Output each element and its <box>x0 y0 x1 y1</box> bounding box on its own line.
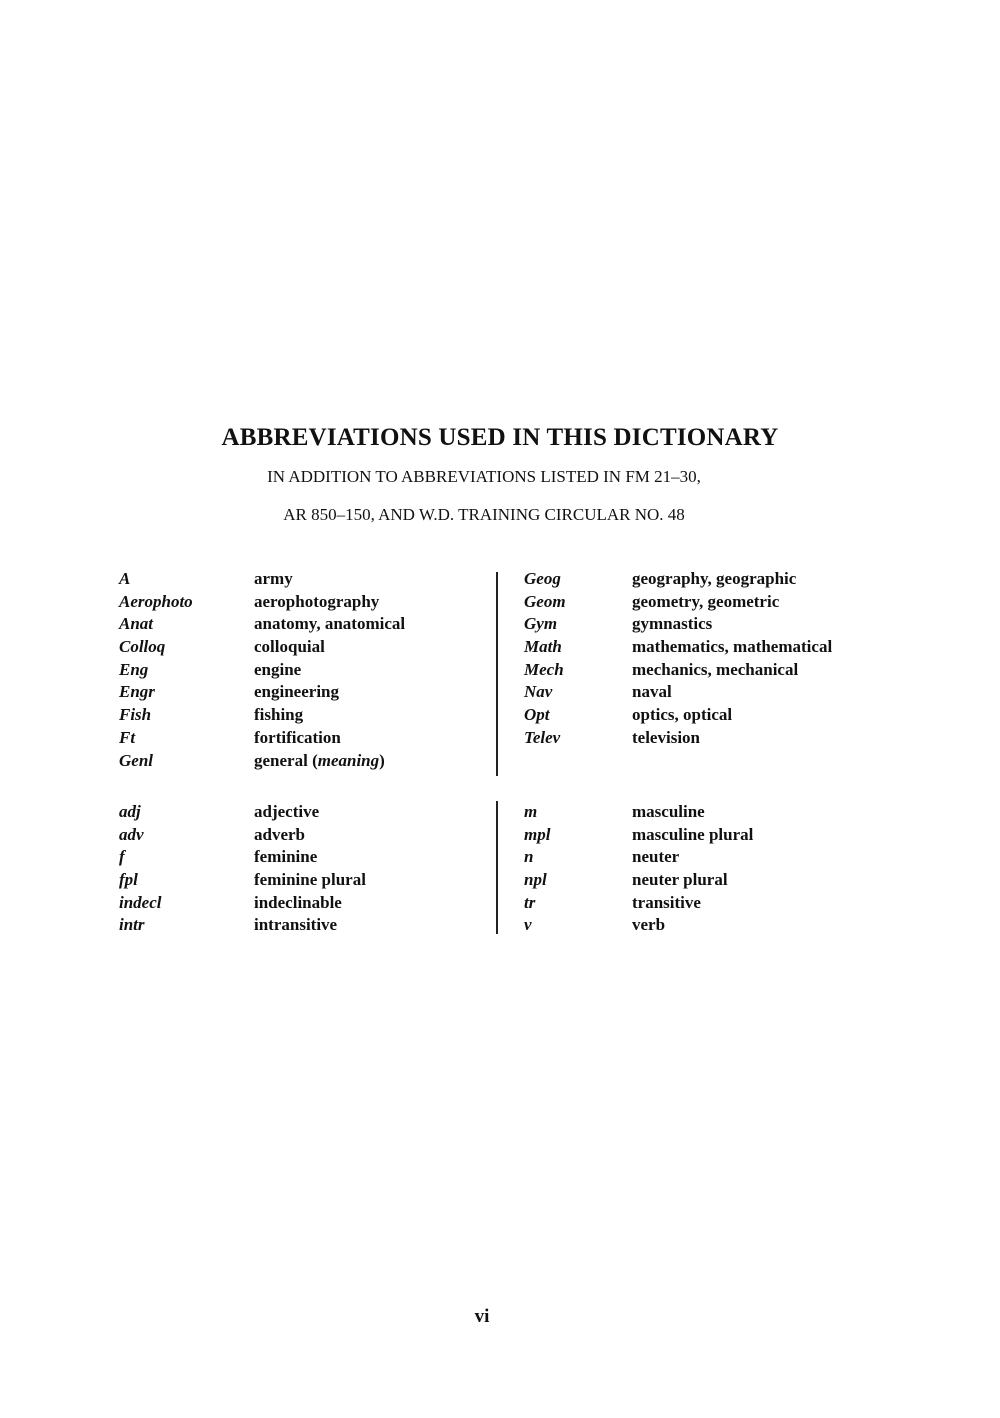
grammar-meaning-column-right <box>632 801 753 937</box>
abbreviation: Gym <box>524 614 558 634</box>
meaning-prefix: general ( <box>254 750 318 770</box>
meaning: engineering <box>254 682 339 702</box>
abbreviation: Telev <box>524 727 561 747</box>
meaning: neuter plural <box>632 870 728 890</box>
column-divider <box>496 572 498 776</box>
meaning: geometry, geometric <box>632 591 780 611</box>
meaning: verb <box>632 915 666 935</box>
abbreviation: n <box>524 847 534 867</box>
subtitle-line-2: AR 850–150, AND W.D. TRAINING CIRCULAR NO. 48 <box>283 505 685 524</box>
abbreviation: adj <box>119 802 141 821</box>
abbreviation: Math <box>524 637 562 657</box>
meaning: naval <box>632 682 672 702</box>
page-title: ABBREVIATIONS USED IN THIS DICTIONARY <box>221 424 779 451</box>
abbreviation: v <box>524 915 532 935</box>
meaning: masculine <box>632 802 705 821</box>
abbreviation: m <box>524 802 538 821</box>
meaning: army <box>254 569 293 588</box>
meaning: transitive <box>632 892 701 912</box>
abbreviation: Nav <box>524 682 553 702</box>
meaning: fortification <box>254 727 341 747</box>
page-number: vi <box>474 1306 490 1327</box>
abbreviation: fpl <box>119 870 138 890</box>
abbreviation: Fish <box>119 705 152 725</box>
subject-abbr-column-left <box>119 568 193 772</box>
meaning: adjective <box>254 802 320 821</box>
meaning: anatomy, anatomical <box>254 614 406 634</box>
meaning: engine <box>254 659 302 679</box>
abbreviation: adv <box>119 824 144 844</box>
abbreviation: Opt <box>524 705 550 725</box>
abbreviation: tr <box>524 892 536 912</box>
meaning: optics, optical <box>632 705 733 725</box>
abbreviation: intr <box>119 915 145 935</box>
subtitle-line-1: IN ADDITION TO ABBREVIATIONS LISTED IN FM 21–30, <box>267 467 701 486</box>
abbreviation: Genl <box>119 750 153 770</box>
meaning: indeclinable <box>254 892 342 912</box>
column-divider <box>496 801 498 934</box>
abbreviation: f <box>119 847 125 867</box>
meaning: television <box>632 727 700 747</box>
meaning <box>254 750 405 773</box>
meaning: fishing <box>254 705 304 725</box>
meaning: geography, geographic <box>632 569 797 588</box>
meaning: feminine <box>254 847 318 867</box>
meaning-suffix: ) <box>379 750 385 770</box>
grammar-meaning-column-left <box>254 801 366 937</box>
meaning: mechanics, mechanical <box>632 659 799 679</box>
abbreviation: mpl <box>524 824 551 844</box>
abbreviation: npl <box>524 870 547 890</box>
subject-abbr-column-right <box>524 568 566 750</box>
abbreviation: Eng <box>119 659 149 679</box>
meaning: colloquial <box>254 637 325 657</box>
abbreviation: indecl <box>119 892 162 912</box>
meaning: aerophotography <box>254 591 380 611</box>
abbreviation: Anat <box>119 614 154 634</box>
grammar-abbr-column-right <box>524 801 550 937</box>
abbreviation: Geom <box>524 591 566 611</box>
meaning: mathematics, mathematical <box>632 637 833 657</box>
subject-meaning-column-right <box>632 568 832 750</box>
meaning: gymnastics <box>632 614 713 634</box>
meaning: intransitive <box>254 915 338 935</box>
abbreviation: Engr <box>119 682 155 702</box>
meaning-italic: meaning <box>317 750 380 770</box>
meaning: feminine plural <box>254 870 366 890</box>
grammar-abbr-column-left <box>119 801 162 937</box>
abbreviation: Aerophoto <box>119 591 193 611</box>
meaning: adverb <box>254 824 305 844</box>
abbreviation: Colloq <box>119 637 166 657</box>
abbreviation: Mech <box>524 659 564 679</box>
abbreviation: Geog <box>524 569 561 588</box>
abbreviation: Ft <box>119 727 136 747</box>
subject-meaning-column-left <box>254 568 405 772</box>
meaning: masculine plural <box>632 824 754 844</box>
meaning: neuter <box>632 847 680 867</box>
abbreviation: A <box>119 569 131 588</box>
